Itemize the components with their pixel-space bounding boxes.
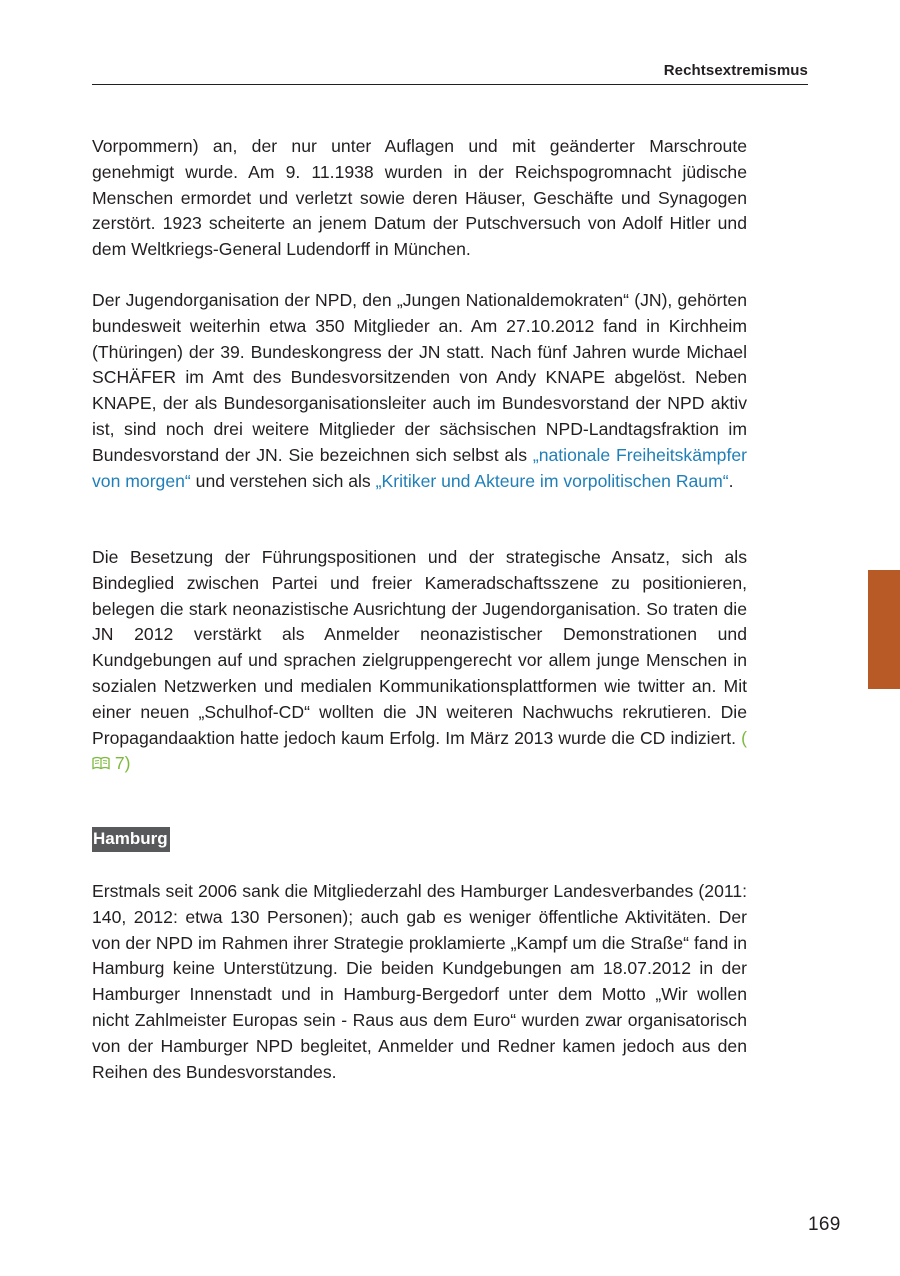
paragraph-4-text: Erstmals seit 2006 sank die Mitgliederzahl des Hamburger Landesverbandes (2011: 140, 2012: etwa 130 Personen); auch gab es weniger öffentliche Aktivitäten. Der von der NPD im Rahmen ihrer Strategie proklamierte „Kampf um die Straße“ fand in Hamburg keine Unterstützung. Die beiden Kundgebungen am 18.07.2012 in der Hamburger Innenstadt und in Hamburg-Bergedorf unter dem Motto „Wir wollen nicht Zahlmeister Europas sein - Raus aus dem Euro“ wurden zwar organisatorisch von der Hamburger NPD begleitet, Anmelder und Redner kamen jedoch aus den Reihen des Bundesvorstandes. bbox=[92, 881, 747, 1082]
paragraph-2-body: Der Jugendorganisation der NPD, den „Jungen Nationaldemokraten“ (JN), gehörten bundesweit weiterhin etwa 350 Mitglieder an. Am 27.10.2012 fand in Kirchheim (Thüringen) der 39. Bundeskongress der JN statt. Nach fünf Jahren wurde Michael SCHÄFER im Amt des Bundesvorsitzenden von Andy KNAPE abgelöst. Neben KNAPE, der als Bundesorganisationsleiter auch im Bundesvorstand der NPD aktiv ist, sind noch drei weitere Mitglieder der sächsischen NPD-Landtagsfraktion im Bundesvorstand der JN. Sie bezeichnen sich selbst als bbox=[92, 290, 747, 465]
page-number: 169 bbox=[808, 1214, 841, 1235]
paragraph-2-text bbox=[92, 288, 747, 494]
running-head bbox=[92, 62, 808, 85]
quote-link-freiheitskaempfer[interactable]: „nationale Freiheitskämpfer von morgen“ bbox=[92, 444, 747, 491]
paragraph-3-body: Die Besetzung der Führungspositionen und der strategische Ansatz, sich als Bindeglied zwischen Partei und freier Kameradschaftsszene zu positionieren, belegen die stark neonazistische Ausrichtung der Jugendorganisation. So traten die JN 2012 verstärkt als Anmelder neonazistischer Demonstrationen und Kundgebungen auf und sprachen zielgruppengerecht vor allem junge Menschen in sozialen Netzwerken und medialen Kommunikationsplattformen wie twitter an. Mit einer neuen „Schulhof-CD“ wollten die JN weiteren Nachwuchs rekrutieren. Die Propagandaaktion hatte jedoch kaum Erfolg. Im März 2013 wurde die CD indiziert. bbox=[92, 547, 747, 748]
paragraph-2-middle: und verstehen sich als bbox=[190, 470, 376, 491]
chapter-side-tab bbox=[868, 570, 900, 689]
paragraph-1 bbox=[92, 134, 747, 263]
paragraph-2-end: . bbox=[728, 470, 734, 491]
paragraph-4 bbox=[92, 879, 747, 1085]
reference-number: 7) bbox=[110, 753, 131, 774]
paragraph-3-text bbox=[92, 545, 747, 777]
paragraph-1-text: Vorpommern) an, der nur unter Auflagen und mit geänderter Marschroute genehmigt wurde. Am 9. 11.1938 wurden in der Reichspogromnacht jüdische Menschen ermordet und verletzt sowie deren Häuser, Geschäfte und Synagogen zerstört. 1923 scheiterte an jenem Datum der Putschversuch von Adolf Hitler und dem Weltkriegs-General Ludendorff in München. bbox=[92, 136, 747, 260]
paragraph-3 bbox=[92, 545, 747, 777]
open-book-icon bbox=[92, 756, 110, 770]
paragraph-2 bbox=[92, 288, 747, 494]
reference-open: ( bbox=[741, 727, 747, 748]
running-head-title: Rechtsextremismus bbox=[663, 62, 808, 79]
quote-link-kritiker[interactable]: „Kritiker und Akteure im vorpolitischen Raum“ bbox=[375, 470, 729, 491]
section-heading-hamburg: Hamburg bbox=[92, 827, 170, 852]
